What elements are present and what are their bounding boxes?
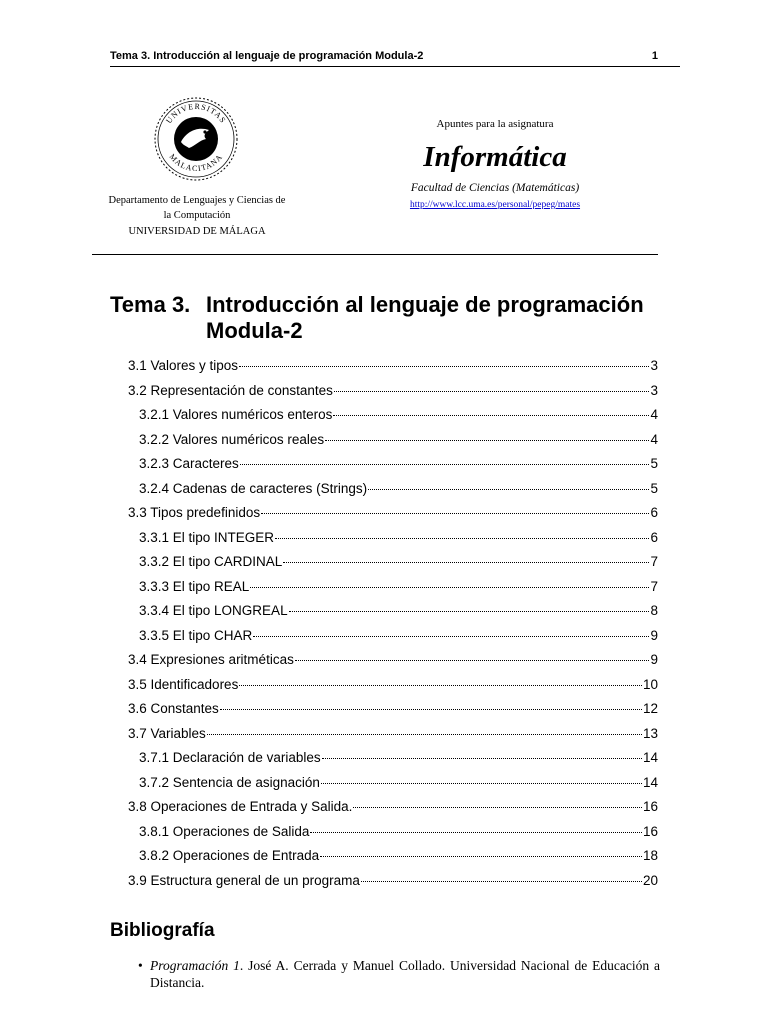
toc-dot-leader (289, 611, 650, 612)
toc-dot-leader (220, 709, 642, 710)
toc-entry-label: 3.4 Expresiones aritméticas (128, 652, 294, 667)
course-pre: Apuntes para la asignatura (436, 118, 554, 130)
toc-dot-leader (261, 513, 649, 514)
bibliography-details: . José A. Cerrada y Manuel Collado. Universidad Nacional de Educación a Distancia. (150, 958, 660, 990)
toc-entry[interactable] (128, 356, 658, 376)
toc-entry[interactable] (128, 675, 658, 695)
toc-entry-label: 3.9 Estructura general de un programa (128, 872, 360, 888)
course-subject: Informática (423, 141, 567, 173)
toc-dot-leader (334, 391, 650, 392)
toc-entry-label: 3.2 Representación de constantes (128, 382, 333, 398)
university-seal-logo (153, 96, 239, 182)
toc-entry-page: 18 (642, 848, 658, 863)
toc-dot-leader (325, 440, 649, 441)
running-header (110, 50, 680, 67)
running-title: Tema 3. Introducción al lenguaje de programación Modula-2 (110, 50, 424, 62)
page-number: 1 (651, 50, 658, 62)
toc-entry-page: 6 (650, 505, 658, 520)
toc-dot-leader (250, 587, 649, 588)
toc-entry[interactable] (139, 430, 658, 450)
toc-entry-page: 4 (650, 431, 658, 447)
toc-dot-leader (240, 464, 650, 465)
course-faculty: Facultad de Ciencias (Matemáticas) (410, 182, 580, 194)
toc-entry-page: 16 (642, 823, 658, 839)
toc-dot-leader (368, 489, 649, 490)
toc-entry[interactable] (128, 797, 658, 817)
toc-entry-page: 5 (650, 456, 658, 471)
toc-entry-page: 5 (650, 480, 658, 496)
toc-dot-leader (322, 758, 642, 759)
bullet-icon: • (138, 958, 143, 973)
toc-entry-page: 3 (650, 382, 658, 398)
toc-entry[interactable] (139, 748, 658, 768)
toc-entry-label: 3.3.2 El tipo CARDINAL (139, 554, 283, 569)
bibliography-item (138, 957, 660, 991)
toc-entry-page: 6 (650, 529, 658, 545)
toc-entry-page: 13 (642, 725, 658, 741)
toc-entry-page: 9 (650, 627, 658, 643)
toc-entry[interactable] (139, 601, 658, 621)
toc-entry-page: 12 (642, 701, 658, 716)
toc-entry-label: 3.2.4 Cadenas de caracteres (Strings) (139, 480, 368, 496)
toc-dot-leader (239, 685, 642, 686)
toc-entry-page: 8 (650, 603, 658, 618)
course-block (370, 118, 620, 212)
toc-entry[interactable] (139, 846, 658, 866)
toc-entry[interactable] (128, 381, 658, 401)
toc-entry-page: 20 (642, 872, 658, 888)
toc-dot-leader (253, 636, 649, 637)
toc-dot-leader (320, 856, 642, 857)
toc-entry-label: 3.8.2 Operaciones de Entrada (139, 848, 320, 863)
toc-entry-label: 3.3.5 El tipo CHAR (139, 627, 253, 643)
toc-entry-label: 3.2.2 Valores numéricos reales (139, 431, 325, 447)
toc-dot-leader (310, 832, 642, 833)
toc-entry-label: 3.8 Operaciones de Entrada y Salida. (128, 799, 353, 814)
toc-entry-page: 10 (642, 676, 658, 692)
toc-entry-label: 3.3 Tipos predefinidos (128, 505, 261, 520)
toc-entry-label: 3.7 Variables (128, 725, 206, 741)
bibliography-book-title: Programación 1 (150, 958, 240, 973)
toc-entry[interactable] (128, 699, 658, 719)
toc-dot-leader (239, 366, 649, 367)
toc-entry[interactable] (128, 724, 658, 744)
toc-dot-leader (333, 415, 649, 416)
toc-dot-leader (321, 783, 642, 784)
header-divider (92, 254, 658, 255)
seal-graphic (153, 96, 239, 182)
toc-entry-label: 3.2.1 Valores numéricos enteros (139, 407, 333, 422)
course-url-link[interactable]: http://www.lcc.uma.es/personal/pepeg/mates (409, 200, 581, 210)
toc-entry-label: 3.3.3 El tipo REAL (139, 578, 250, 594)
toc-dot-leader (207, 734, 642, 735)
toc-entry[interactable] (139, 528, 658, 548)
toc-entry[interactable] (139, 626, 658, 646)
toc-entry[interactable] (128, 650, 658, 670)
toc-entry-label: 3.3.1 El tipo INTEGER (139, 529, 275, 545)
toc-dot-leader (361, 881, 642, 882)
toc-entry-label: 3.6 Constantes (128, 701, 219, 716)
toc-entry-label: 3.7.1 Declaración de variables (139, 750, 321, 765)
toc-entry[interactable] (139, 577, 658, 597)
chapter-title-line2: Modula-2 (206, 318, 303, 343)
toc-entry-page: 14 (642, 774, 658, 790)
department-block (92, 193, 302, 239)
toc-entry-label: 3.3.4 El tipo LONGREAL (139, 603, 288, 618)
chapter-title-line1: Introducción al lenguaje de programación (206, 292, 644, 317)
toc-entry[interactable] (128, 503, 658, 523)
toc-entry-page: 3 (650, 358, 658, 373)
toc-entry-label: 3.5 Identificadores (128, 676, 239, 692)
toc-dot-leader (353, 807, 642, 808)
toc-entry-label: 3.1 Valores y tipos (128, 358, 239, 373)
toc-entry-page: 7 (650, 578, 658, 594)
toc-entry[interactable] (139, 822, 658, 842)
toc-dot-leader (283, 562, 649, 563)
chapter-title (206, 292, 706, 344)
toc-entry[interactable] (139, 405, 658, 425)
toc-entry-page: 9 (650, 652, 658, 667)
toc-dot-leader (295, 660, 650, 661)
toc-entry[interactable] (139, 479, 658, 499)
toc-entry-page: 16 (642, 799, 658, 814)
toc-entry[interactable] (139, 552, 658, 572)
seal-text-bottom: MALACITANA (167, 152, 225, 174)
toc-entry-page: 4 (650, 407, 658, 422)
university-name: UNIVERSIDAD DE MÁLAGA (128, 226, 266, 237)
seal-text-top: UNIVERSITAS (164, 101, 228, 126)
toc-entry-label: 3.2.3 Caracteres (139, 456, 239, 471)
chapter-number: Tema 3. (110, 292, 191, 317)
toc-entry[interactable] (139, 773, 658, 793)
toc-entry-page: 7 (650, 554, 658, 569)
department-line1: Departamento de Lenguajes y Ciencias de (108, 195, 286, 206)
toc-entry-label: 3.7.2 Sentencia de asignación (139, 774, 320, 790)
toc-entry-label: 3.8.1 Operaciones de Salida (139, 823, 310, 839)
bibliography-heading: Bibliografía (110, 920, 215, 941)
toc-entry[interactable] (139, 454, 658, 474)
toc-dot-leader (275, 538, 649, 539)
toc-entry[interactable] (128, 871, 658, 891)
department-line2: la Computación (163, 210, 231, 221)
toc-entry-page: 14 (642, 750, 658, 765)
